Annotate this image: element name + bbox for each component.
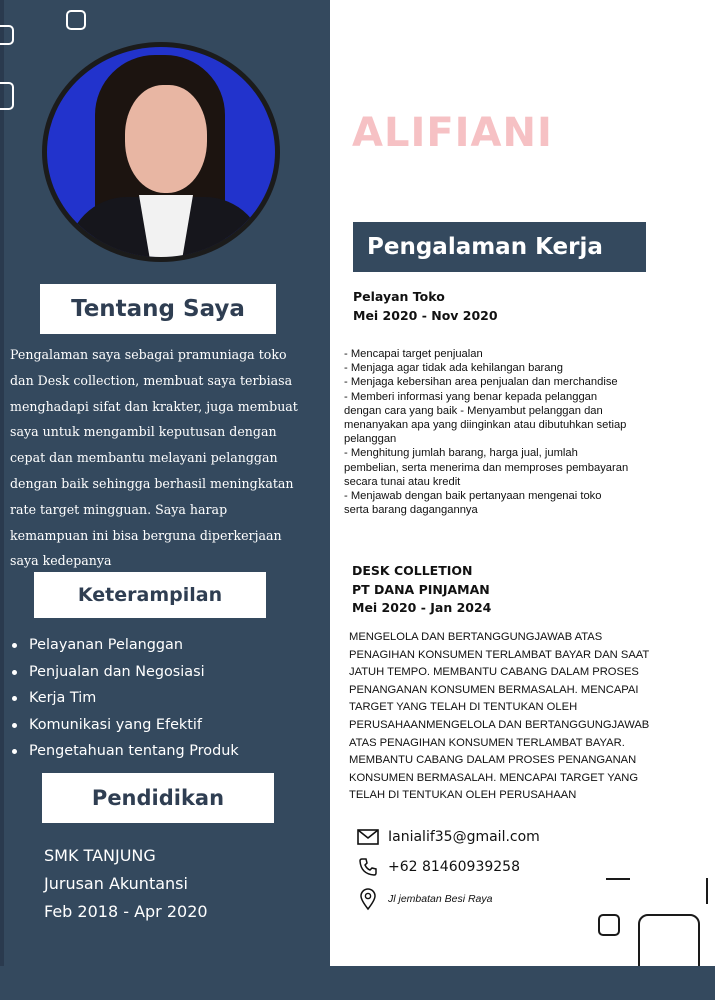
phone-text: +62 81460939258 [388, 859, 520, 875]
job-duty-line: - Memberi informasi yang benar kepada pelanggan [344, 390, 598, 403]
job-desc-line: PERUSAHAANMENGELOLA DAN BERTANGGUNGJAWAB [349, 718, 650, 731]
job-1-header [353, 288, 498, 325]
job-duty-line: menanyakan apa yang diinginkan atau dibutuhkan setiap [344, 419, 627, 432]
decorative-square [0, 82, 14, 110]
about-line: menghadapi sifat dan krakter, juga membuat [10, 398, 298, 414]
job-desc-line: JATUH TEMPO. MEMBANTU CABANG DALAM PROSES [349, 666, 639, 679]
skills-list [12, 632, 239, 765]
job-2-period: Mei 2020 - Jan 2024 [352, 600, 492, 615]
decorative-square [0, 25, 14, 45]
job-duty-line: dengan cara yang baik - Menyambut pelanggan dan [344, 404, 603, 417]
job-duty-line: pembelian, serta menerima dan memproses pembayaran [344, 461, 629, 474]
job-duty-line: serta barang dagangannya [344, 504, 478, 517]
skill-item: Kerja Tim [12, 685, 239, 712]
job-duty-line: - Menjawab dengan baik pertanyaan mengenai toko [344, 490, 602, 503]
job-duty-line: - Menjaga agar tidak ada kehilangan barang [344, 362, 563, 375]
skill-item: Pelayanan Pelanggan [12, 632, 239, 659]
about-line: Pengalaman saya sebagai pramuniaga toko [10, 347, 287, 362]
education-heading [42, 773, 274, 823]
job-desc-line: TARGET YANG TELAH DI TENTUKAN OLEH [349, 701, 578, 714]
decorative-line [706, 878, 708, 904]
job-desc-line: ATAS PENAGIHAN KONSUMEN TERLAMBAT BAYAR. [349, 736, 625, 749]
contact-phone[interactable] [356, 857, 520, 877]
skills-heading-text: Keterampilan [77, 584, 223, 606]
contact-email[interactable] [356, 829, 540, 845]
job-desc-line: PENANGANAN KONSUMEN BERMASALAH. MENCAPAI [349, 683, 639, 696]
education-period: Feb 2018 - Apr 2020 [44, 902, 208, 921]
job-duty-line: - Menjaga kebersihan area penjualan dan merchandise [344, 376, 618, 389]
skills-heading [34, 572, 266, 618]
envelope-icon [356, 829, 380, 845]
profile-name: ALIFIANI [352, 110, 553, 156]
about-line: dengan baik sehingga berhasil meningkatan [10, 475, 294, 491]
email-text: Ianialif35@gmail.com [388, 829, 540, 845]
about-heading [40, 284, 276, 334]
decorative-square [598, 914, 620, 936]
skill-item: Pengetahuan tentang Produk [12, 738, 239, 765]
job-2-header [352, 562, 491, 618]
education-heading-text: Pendidikan [91, 786, 225, 810]
about-text [10, 342, 328, 574]
phone-icon [356, 857, 380, 877]
job-2-company: PT DANA PINJAMAN [352, 581, 490, 597]
job-duty-line: - Mencapai target penjualan [344, 348, 483, 360]
job-2-description [349, 629, 689, 805]
about-line: dan Desk collection, membuat saya terbiasa [10, 372, 293, 388]
about-heading-text: Tentang Saya [71, 296, 245, 322]
decorative-square [66, 10, 86, 30]
job-duty-line: pelanggan [344, 433, 397, 446]
job-2-title: DESK COLLETION [352, 563, 473, 578]
job-1-duties [344, 347, 704, 517]
profile-photo [42, 42, 280, 262]
job-desc-line: MEMBANTU CABANG DALAM PROSES PENANGANAN [349, 754, 637, 767]
education-major: Jurusan Akuntansi [44, 874, 188, 893]
work-experience-heading: Pengalaman Kerja [353, 222, 646, 272]
job-duty-line: - Menghitung jumlah barang, harga jual, jumlah [344, 447, 578, 460]
job-desc-line: MENGELOLA DAN BERTANGGUNGJAWAB ATAS [349, 631, 603, 643]
about-line: saya untuk mengambil keputusan dengan [10, 424, 277, 440]
skill-item: Komunikasi yang Efektif [12, 712, 239, 739]
skill-item: Penjualan dan Negosiasi [12, 659, 239, 686]
sidebar [0, 0, 330, 1000]
address-text: Jl jembatan Besi Raya [388, 893, 493, 905]
about-line: saya kedepanya [10, 553, 112, 569]
job-desc-line: PENAGIHAN KONSUMEN TERLAMBAT BAYAR DAN SAAT [349, 648, 650, 661]
about-line: kemampuan ini bisa berguna diperkerjaan [10, 527, 282, 543]
location-pin-icon [356, 887, 380, 911]
job-desc-line: KONSUMEN BERMASALAH. MENCAPAI TARGET YANG [349, 771, 639, 784]
education-school: SMK TANJUNG [44, 846, 156, 865]
footer-bar [0, 966, 715, 1000]
education-details [44, 842, 208, 926]
job-1-period: Mei 2020 - Nov 2020 [353, 307, 498, 323]
about-line: cepat dan membantu melayani pelanggan [10, 450, 278, 466]
job-1-title: Pelayan Toko [353, 289, 445, 304]
contact-address [356, 887, 492, 911]
job-duty-line: secara tunai atau kredit [344, 475, 461, 488]
decorative-line [606, 878, 630, 880]
about-line: rate target mingguan. Saya harap [10, 501, 228, 517]
job-desc-line: TELAH DI TENTUKAN OLEH PERUSAHAAN [349, 789, 577, 802]
